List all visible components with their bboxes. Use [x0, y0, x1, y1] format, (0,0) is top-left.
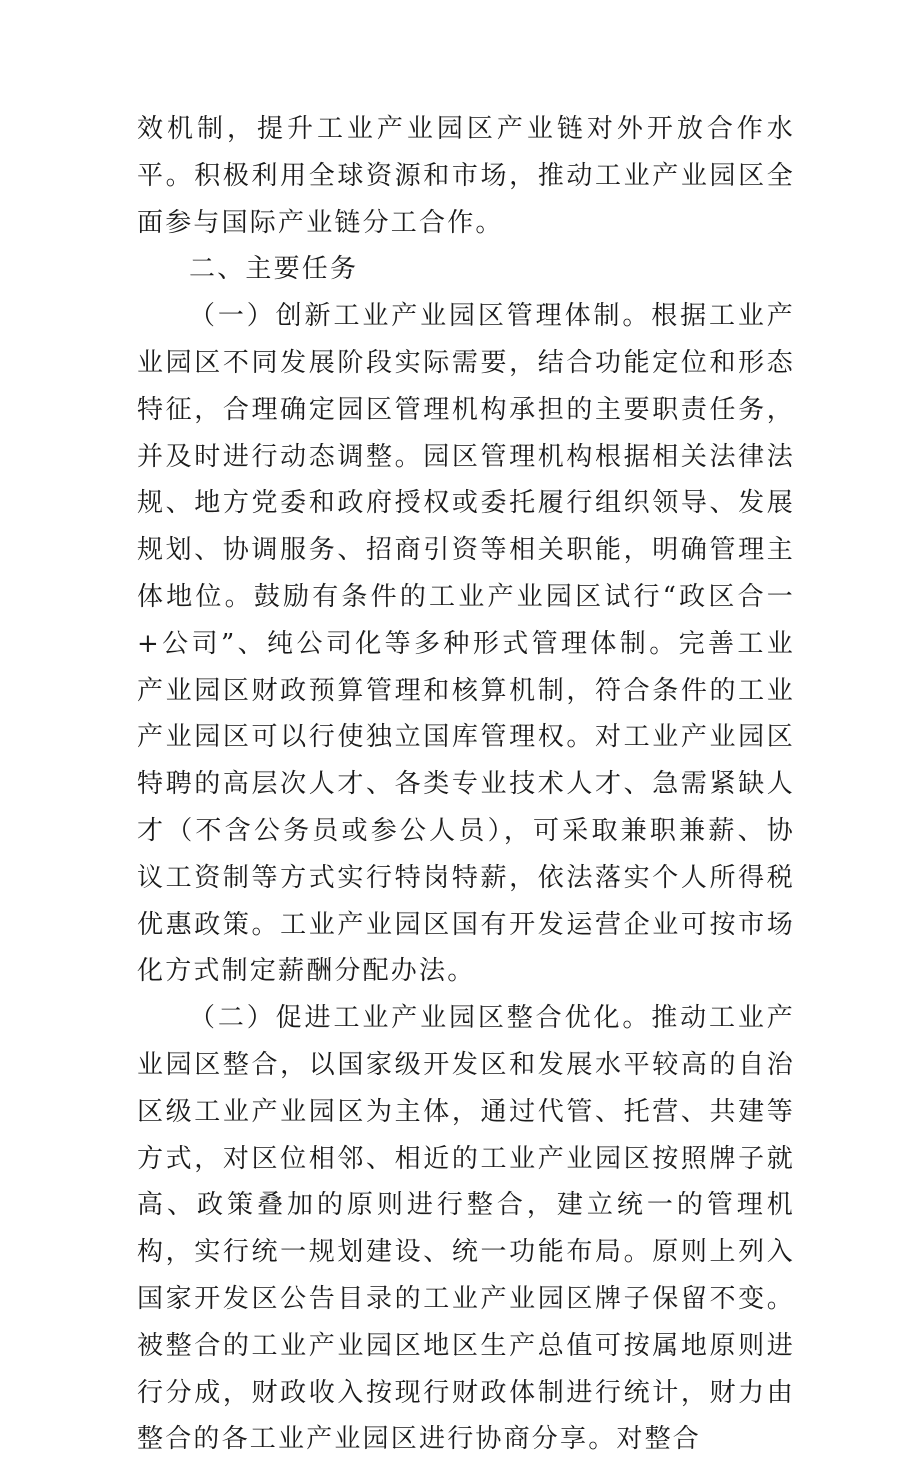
paragraph-task-2: （二）促进工业产业园区整合优化。推动工业产业园区整合，以国家级开发区和发展水平较高的自治区级工业产业园区为主体，通过代管、托营、共建等方式，对区位相邻、相近的工业产业园区按照牌子就高、政策叠加的原则进行整合，建立统一的管理机构，实行统一规划建设、统一功能布局。原则上列入国家开发区公告目录的工业产业园区牌子保留不变。被整合的工业产业园区地区生产总值可按属地原则进行分成，财政收入按现行财政体制进行统计，财力由整合的各工业产业园区进行协商分享。对整合 [137, 1003, 795, 1455]
section-heading: 二、主要任务 [189, 254, 359, 285]
document-body [137, 106, 795, 1463]
paragraph-continuation: 效机制，提升工业产业园区产业链对外开放合作水平。积极利用全球资源和市场，推动工业产业园区全面参与国际产业链分工合作。 [137, 114, 795, 238]
paragraph-task-1: （一）创新工业产业园区管理体制。根据工业产业园区不同发展阶段实际需要，结合功能定位和形态特征，合理确定园区管理机构承担的主要职责任务，并及时进行动态调整。园区管理机构根据相关法律法规、地方党委和政府授权或委托履行组织领导、发展规划、协调服务、招商引资等相关职能，明确管理主体地位。鼓励有条件的工业产业园区试行“政区合一+公司”、纯公司化等多种形式管理体制。完善工业产业园区财政预算管理和核算机制，符合条件的工业产业园区可以行使独立国库管理权。对工业产业园区特聘的高层次人才、各类专业技术人才、急需紧缺人才（不含公务员或参公人员），可采取兼职兼薪、协议工资制等方式实行特岗特薪，依法落实个人所得税优惠政策。工业产业园区国有开发运营企业可按市场化方式制定薪酬分配办法。 [137, 301, 795, 987]
